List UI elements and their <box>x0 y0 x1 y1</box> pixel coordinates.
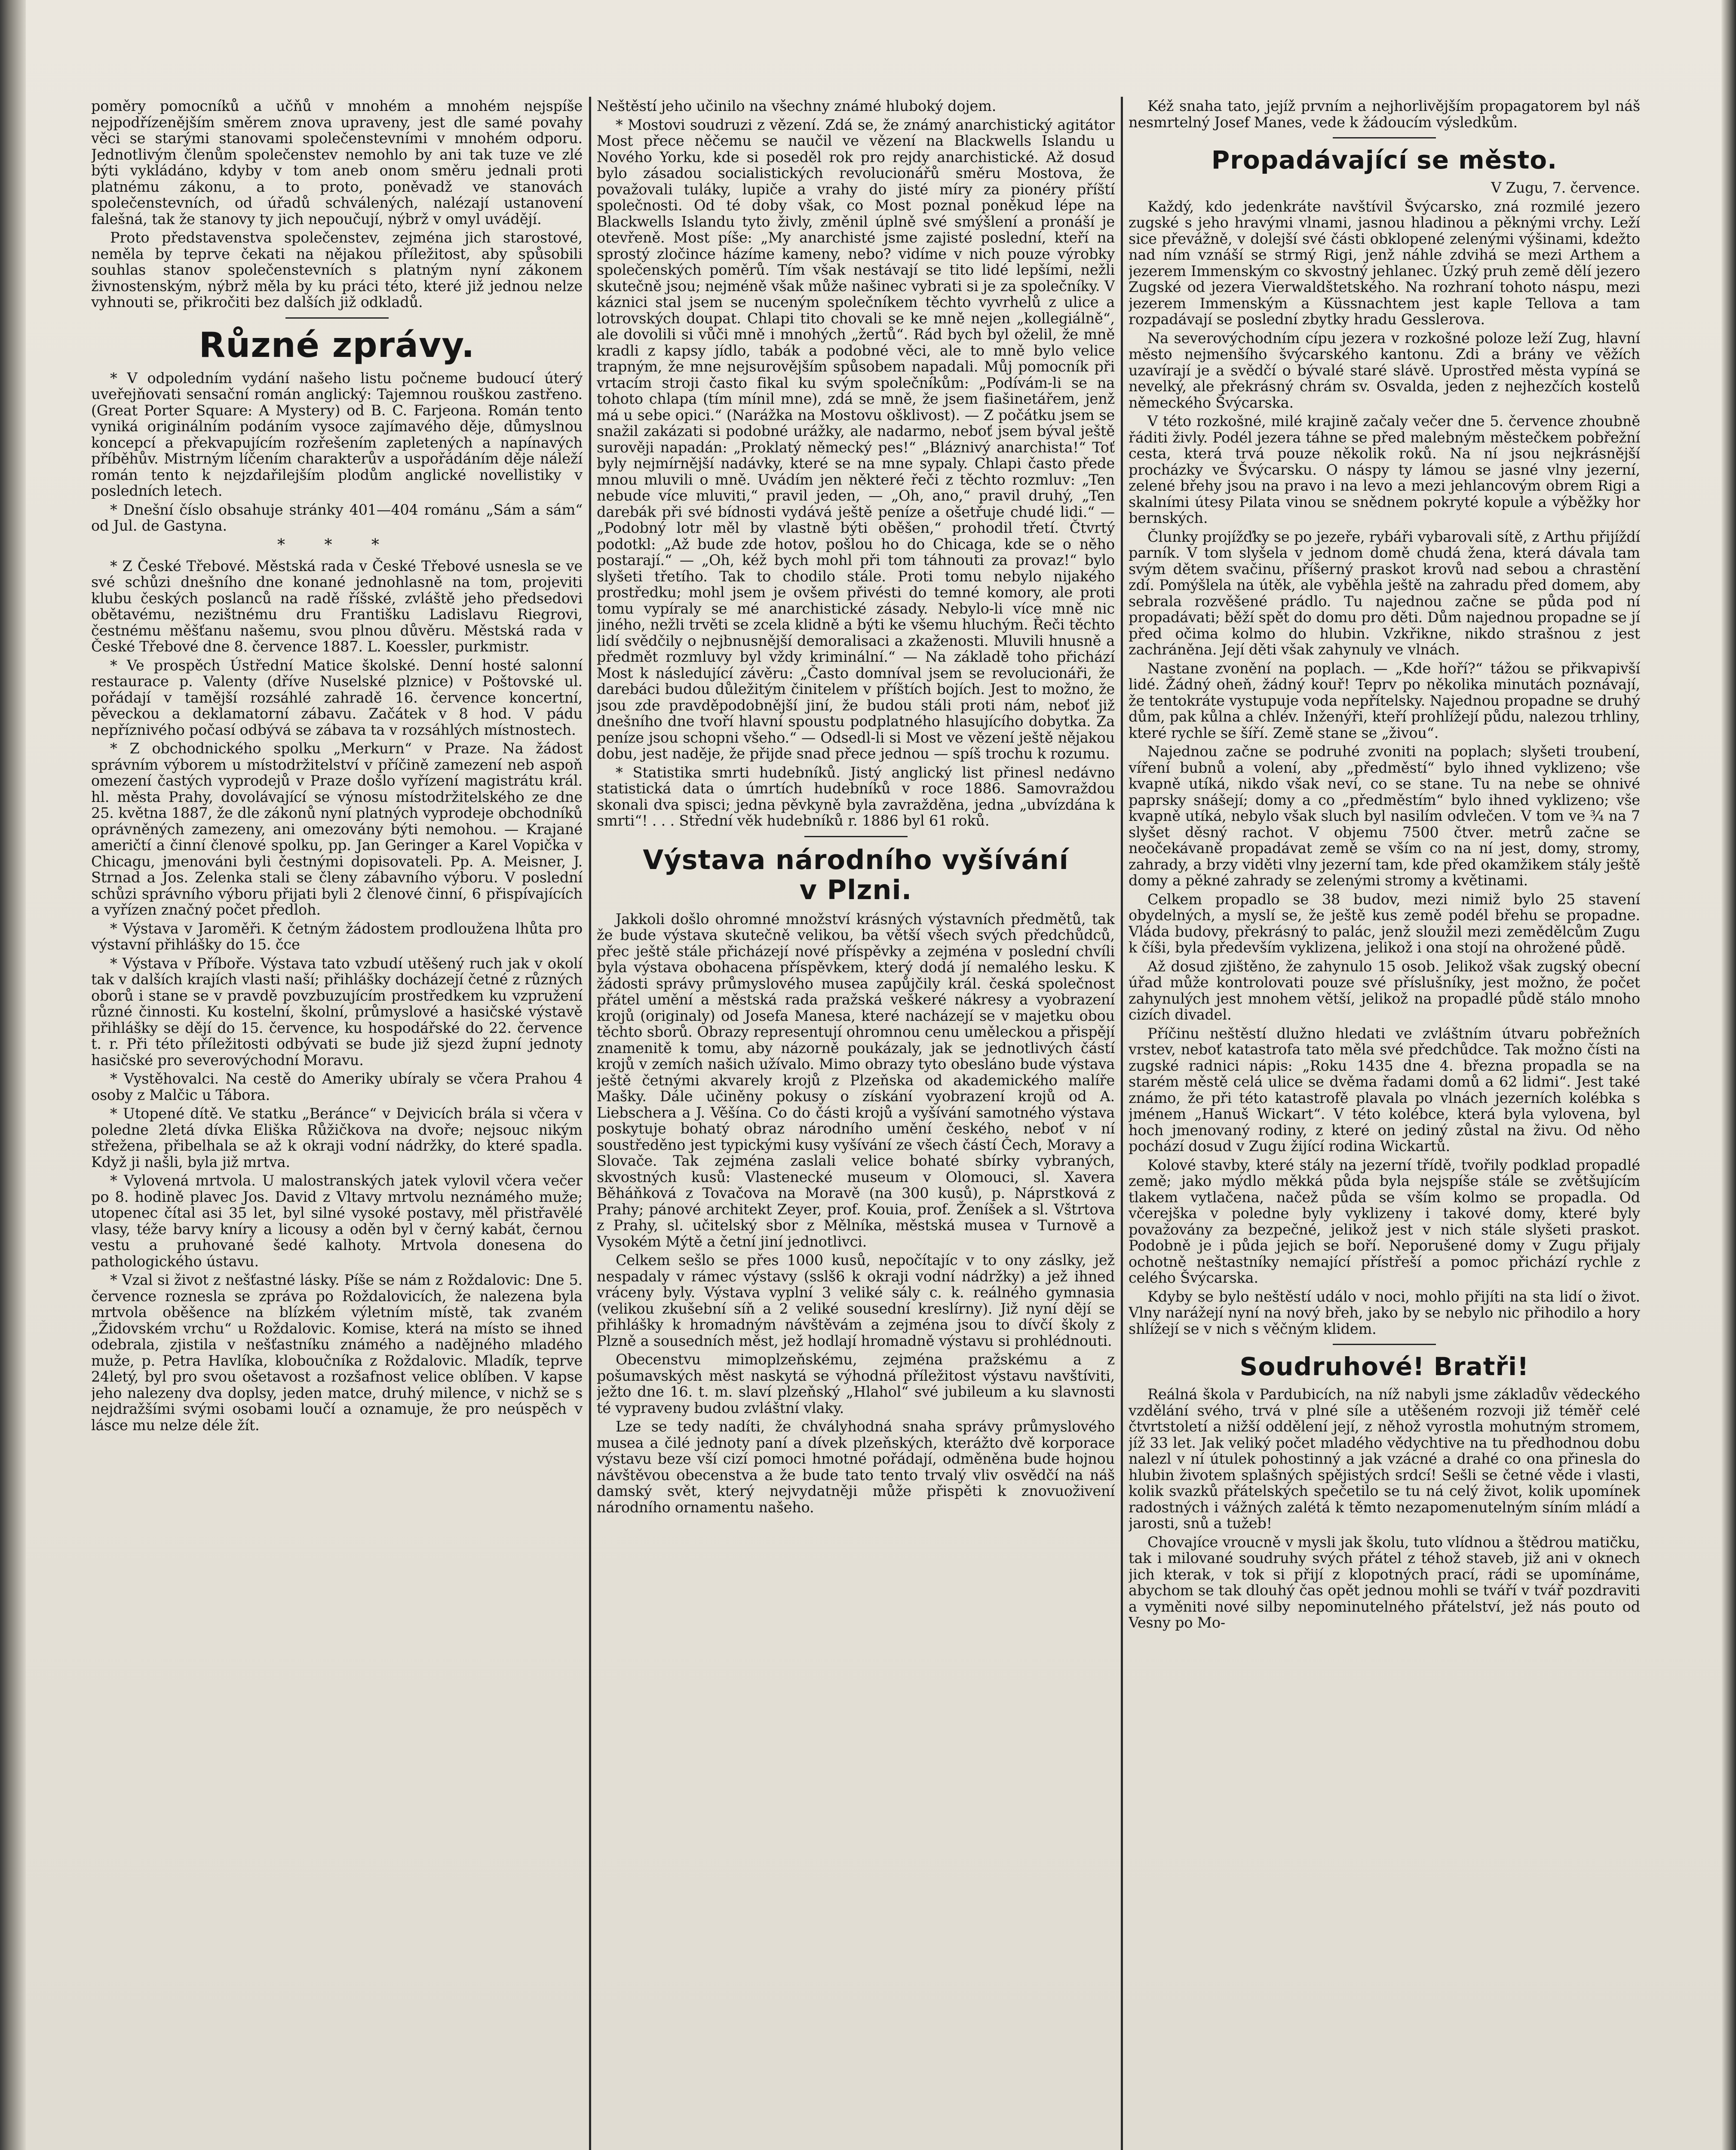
article-zug-paragraph-11: Kdyby se bylo neštěstí událo v noci, mohlo přijíti na sta lidí o život. Vlny narážejí nyní na nový břeh, jako by se nebylo nic přihodilo a hory shlížejí se v nich s věčným klidem. <box>1129 1288 1640 1337</box>
news-item-matice-skolska: * Ve prospěch Ústřední Matice školské. Denní hosté salonní restaurace p. Valenty (dříve Nuselské plznice) v Poštovské ul. pořádají v tamější rozsáhlé zahradě 16. července koncertní, pěveckou a deklamatorní zábavu. Začátek v 8 hod. V pádu nepříznivého počasí odbývá se zábava ta v rozsáhlých místnostech. <box>91 657 583 738</box>
paragraph-proto: Proto představenstva společenstev, zejména jich starostové, neměla by teprve čekati na nějakou příležitost, aby spůsobili souhlas stanov společenstevních s platným nyní zákonem živnostenským, nýbrž měla by ku práci této, které již jednou nelze vyhnouti se, přikročiti bez dalších již odkladů. <box>91 229 583 310</box>
news-item-vzal-si-zivot: * Vzal si život z nešťastné lásky. Píše se nám z Roždalovic: Dne 5. července roznesla se zpráva po Roždalovicích, že nalezena byla mrtvola oběšence na blízkém výletním místě, tak zvaném „Židovském vrchu“ u Roždalovic. Komise, která na místo se ihned odebrala, zjistila v nešťastníku známého a nadějného mladého muže, p. Petra Havlíka, kloboučníka z Roždalovic. Mladík, teprve 24letý, byl pro svou ošetavost a rozšafnost velice oblíben. V kapse jeho nalezeny dva doplsy, jeden matce, druhý milence, v nichž se s nejdražšími svými osobami loučí a oznamuje, že pro neúspěch v lásce mu nelze déle žít. <box>91 1272 583 1434</box>
article-zug-paragraph-3: V této rozkošné, milé krajině začaly večer dne 5. července zhoubně řáditi živly. Podél jezera táhne se před malebným městečkem pobřežní cesta, která trvá pouze několik roků. Na ní jsou nejkrásnější procházky ve Švýcarsku. O náspy ty lámou se jasné vlny jezerní, zelené břehy jsou na pravo i na levo a mezi jehlancovým obrem Rigi a skalními útesy Pilata vinou se snědnem pokryté kopule a výběžky hor bernských. <box>1129 413 1640 526</box>
section-divider <box>1333 137 1436 138</box>
article-zug-paragraph-7: Celkem propadlo se 38 budov, mezi nimiž bylo 25 stavení obydelných, a myslí se, že ještě kus země podél břehu se propadne. Vláda budovy, překrásný to palác, jenž sloužil mezi zemědělcům Zugu k číši, byla především vyklizena, jelikož i ona stojí na ohrožené půdě. <box>1129 891 1640 956</box>
article-zug-paragraph-6: Najednou začne se podruhé zvoniti na poplach; slyšeti troubení, víření bubnů a volení, aby „předměstí“ bylo ihned vyklizeno; vše kvapně utíká, nikdo však neví, co se stane. Tu na nebe se ohnivé paprsky snášejí; domy a co „předměstím“ bylo ihned vyklizeno; vše kvapně utíká, nebylo však sluch byl nasilím odvlečen. V tom ve ¾ na 7 slyšet děsný rachot. V objemu 7500 čtver. metrů začne se neočekávaně propadávat země se vším co na ní jest, domy, stromy, zahrady, a brzy viděti vlny jezerní tam, kde před okamžikem stály ještě domy a pěkné zahrady se zelenými stromy a květinami. <box>1129 743 1640 889</box>
column-rule-right <box>1121 97 1123 2150</box>
news-item-ceska-trebova: * Z České Třebové. Městská rada v České Třebové usnesla se ve své schůzi dnešního dne konané jednohlasně na tom, projeviti klubu českých poslanců na radě říšské, zvláště jeho předsedovi obětavému, nezištnému dru Františku Ladislavu Riegrovi, čestnému měšťanu našemu, svou plnou důvěru. Městská rada v České Třebové dne 8. července 1887. L. Koessler, purkmistr. <box>91 557 583 655</box>
news-item-jaromer: * Výstava v Jaroměři. K četným žádostem prodloužena lhůta pro výstavní přihlášky do 15. čce <box>91 920 583 953</box>
news-item-utopene-dite: * Utopené dítě. Ve statku „Beránce“ v Dejvicích brála si včera v poledne 2letá dívka Eliška Růžičkova na dvoře; nejsouc nikým střežena, přibelhala se až k okraji vodní nádržky, do které spadla. Když ji našli, byla již mrtva. <box>91 1105 583 1170</box>
column-left <box>91 98 583 2150</box>
heading-propadavajici-mesto: Propadávající se město. <box>1211 145 1558 175</box>
section-divider <box>285 317 389 319</box>
news-item-merkur: * Z obchodnického spolku „Merkurn“ v Praze. Na žádost správním výborem u místodržitelství v příčině zamezení neb aspoň omezení častých vyprodejů v Praze došlo vyřízení magistrátu král. hl. města Prahy, dovolávající se výnosu místodržitelského ze dne 25. května 1887, že dle zákonů nyní platných vyprodeje obchodníků oprávněných zamezeny, ani omezovány býti nemohou. — Krajané američtí a činní členové spolku, pp. Jan Geringer a Karel Vopička v Chicagu, jmenováni byli čestnými dopisovateli. Pp. A. Meisner, J. Strnad a Jos. Zelenka stali se členy zábavního výboru. V poslední schůzi správního výboru přijati byli 2 členové činní, 6 přispívajících a vyřízen značný počet předloh. <box>91 740 583 918</box>
article-zug-paragraph-8: Až dosud zjištěno, že zahynulo 15 osob. Jelikož však zugský obecní úřad může kontrolovati pouze své příslušníky, jest možno, že počet zahynulých jest mnohem větší, jelikož na propadlé půdě stálo mnoho cizích divadel. <box>1129 958 1640 1023</box>
section-divider <box>804 836 908 837</box>
article-soudruhove-paragraph-1: Reálná škola v Pardubicích, na níž nabyli jsme základův vědeckého vzdělání svého, trvá v plné síle a utěšeném rozvoji již téměř celé čtvrtstoletí a nižší oddělení její, z něhož vyrostla mohutným stromem, jíž 33 let. Jak veliký počet mladého vědychtive na tu předhodnou dobu nalezl v ní útulek pohostinný a jak vzácné a drahé co ona přinesla do hlubin životem splašných spějistých srdcí! Sešli se četné věde i vlasti, kolik svazků přátelských spečetilo se tu ná celý život, kolik upomínek radostných i vážných zalétá k těmto nezapomenutelným síním mládí a jarosti, snů a tužeb! <box>1129 1386 1640 1532</box>
article-vystava-paragraph-1: Jakkoli došlo ohromné množství krásných výstavních předmětů, tak že bude výstava skutečně velikou, ba větší všech svých předchůdců, přec ještě stále přicházejí nové příspěvky a zejména v poslední chvíli byla výstava obohacena příspěvkem, který dodá jí nemalého lesku. K žádosti správy průmyslového musea zapůjčily král. česká společnost přátel umění a městská rada pražská veškeré nákresy a vyobrazení krojů (originaly) od Josefa Manesa, které nacházejí se v majetku obou těchto sborů. Obrazy representují ohromnou cenu uměleckou a přispějí znamenitě k tomu, aby názorně poukázaly, jak se jednotlivých částí krojů v zemích našich užívalo. Mimo obrazy tyto obesláno bude výstava ještě četnými akvarely krojů z Plzeňska od akademického malíře Mašky. Dále učiněny pokusy o získání vyobrazení krojů od A. Liebschera a J. Věšína. Co do části krojů a vyšívání samotného výstava poskytuje bohatý obraz národního umění českého, neboť v ní soustředěno jest typickými kusy vyšívání ze všech částí Čech, Moravy a Slovače. Tak zejména zaslali velice bohaté sbírky vybraných, skvostných kusů: Vlastenecké museum v Olomouci, sl. Xavera Běháňková z Tovačova na Moravě (na 300 kusů), p. Náprstková z Prahy; pánové architekt Zeyer, prof. Kouia, prof. Ženíšek a sl. Vštrtova z Prahy, sl. učitelský sbor z Mělníka, městská musea v Turnově a Vysokém Mýtě a četní jiní jednotlivci. <box>597 910 1115 1250</box>
news-item-vystehovalci: * Vystěhovalci. Na cestě do Ameriky ubíraly se včera Prahou 4 osoby z Malčic u Tábora. <box>91 1070 583 1103</box>
news-item-pribor: * Výstava v Příboře. Výstava tato vzbudí utěšený ruch jak v okolí tak v dalších krajích vlasti naší; přihlášky docházejí četné z různých oborů i stane se v pravdě povzbuzujícím prostředkem ku vzpružení různé činnosti. Ku kostelní, školní, průmyslové a hasičské výstavě přihlášky se dějí do 15. července, ku hospodářské do 22. července t. r. Při této příležitosti odbývati se bude již sjezd župní jednoty hasičské pro severovýchodní Moravu. <box>91 955 583 1069</box>
dateline-zug: V Zugu, 7. července. <box>1491 179 1640 196</box>
news-item-mostovi-soudruzi: * Mostovi soudruzi z vězení. Zdá se, že známý anarchistický agitátor Most přece něčemu se naučil ve vězení na Blackwells Islandu u Nového Yorku, kde si poseděl rok pro rejdy anarchistické. Až dosud bylo zásadou socialistických revolucionářů směru Mostova, že považovali tuláky, lupiče a vrahy do jisté míry za pionéry příští společnosti. Od té doby však, co Most poznal poněkud lépe na Blackwells Islandu tyto živly, změnil úplně své smýšlení a pronáší je otevřeně. Most píše: „My anarchisté jsme zajisté poslední, kteří na sprostý zločince házíme kameny, nebo? vidíme v nich pouze výrobky společenských poměrů. Tím však nestávají se tito lidé lepšími, nežli skutečně jsou; nejméně však může našinec vybrati si je za společníky. V káznici stal jsem se nuceným společníkem těchto vyvrhelů z ulice a lotrovských doupat. Chlapi tito chovali se ke mně nejen „kollegiálně“, ale dovolili si vůči mně i mnohých „žertů“. Rád bych byl oželil, že mně kradli z kapsy jídlo, tabák a podobné věci, ale to mně bylo velice trapným, že mne nejsurovějším spůsobem napadali. Můj pomocník při vrtacím stroji často fikal ku svým společníkům: „Podívám-li se na tohoto chlapa (tím mínil mne), zdá se mně, že jsem fiašinetářem, jenž má u sebe opici.“ (Narážka na Mostovu ošklivost). — Z počátku jsem se snažil zakázati si podobné urážky, ale nadarmo, neboť jsem býval ještě surověji napadán: „Proklatý německý pes!“ „Bláznivý anarchista!“ Toť byly nejmírnější nadávky, které se na mne sypaly. Chlapi často přede mnou mluvili o mně. Uvádím jen některé řeči z těchto rozmluv: „Ten nebude více mluviti,“ pravil jeden, — „Oh, ano,“ pravil druhý, „Ten darebák při své bídnosti vydává ještě peníze a ošetřuje chudé lidi.“ — „Podobný lotr měl by vlastně býti oběšen,“ prohodil třetí. Čtvrtý podotkl: „Až bude zde hotov, pošlou ho do Chicaga, kde se o něho postarají.“ — „Oh, kéž bych mohl při tom táhnouti za provaz!“ bylo slyšeti třetího. Tak to chodilo stále. Proti tomu nebylo nijakého prostředku; mohl jsem je ovšem přivésti do temné komory, ale proti tomu vypíraly se mé anarchistické zásady. Nebylo-li více mně nic jiného, nežli trvěti se zcela klidně a býti ke všemu hluchým. Řeči těchto lidí svědčily o nejbnusnější demoralisaci a zkaženosti. Mluvili hnusně a předmět rozmluvy byl vždy kriminální.“ — Na základě toho přichází Most k následující závěru: „Často domníval jsem se revolucionáři, že darebáci budou důležitým činitelem v příštích bojích. Jest to možno, že jsou zde pravděpodobnější jiní, že budou stáli proti nám, neboť již dnešního dne tvoří hlavní spoustu podplatného hlasujícího dobytka. Za peníze jsou schopni všeho.“ — Odsedl-li si Most ve vězení ještě nějakou dobu, jest naděje, že přijde snad přece jednou — spíš trochu k rozumu. <box>597 116 1115 762</box>
column-middle <box>597 98 1115 2150</box>
heading-soudruhove-bratri: Soudruhové! Bratři! <box>1239 1352 1529 1381</box>
heading-vystava-line-1: Výstava národního vyšívání <box>643 844 1069 875</box>
news-item-roman: * V odpoledním vydání našeho listu počneme budoucí úterý uveřejňovati sensační román anglický: Tajemnou rouškou zastřeno. (Great Porter Square: A Mystery) od B. C. Farjeona. Román tento vyniká originálním podáním vysoce zajímavého děje, důmyslnou koncepcí a překvapujícím rozřešením zapletených a napínavých příběhův. Mistrným líčením charakterův a uspořádáním děje náleží román tento k nejzdařilejším plodům anglické novellistiky v posledních letech. <box>91 369 583 499</box>
column-rule-left <box>589 97 591 2150</box>
article-zug-paragraph-5: Nastane zvonění na poplach. — „Kde hoří?“ tážou se přikvapivší lidé. Žádný oheň, žádný kouř! Teprv po několika minutách poznávají, že tentokráte vystupuje voda nepřítelsky. Najednou propadne se druhý dům, pak kůlna a chlév. Inženýři, kteří prohlížejí půdu, nalezou trhliny, které rychle se šíří. Země stane se „živou“. <box>1129 660 1640 741</box>
stars-separator: * * * <box>277 536 396 554</box>
section-divider <box>1333 1344 1436 1345</box>
article-zug-paragraph-9: Příčinu neštěstí dlužno hledati ve zvláštním útvaru pobřežních vrstev, neboť katastrofa tato měla své předchůdce. Tak možno čísti na zugské radnici nápis: „Roku 1435 dne 4. března propadla se na starém městě celá ulice se dvěma řadami domů a 62 lidmi“. Jest také známo, že při této katastrofě plavala po vlnách jezerních kolébka s jménem „Hanuš Wickart“. V této kolébce, která byla vylovena, byl hoch jmenovaný rodiny, z které on jediný zůstal na živu. Od něho pochází dosud v Zugu žijící rodina Wickartů. <box>1129 1025 1640 1155</box>
news-item-dnesni-cislo: * Dnešní číslo obsahuje stránky 401—404 románu „Sám a sám“ od Jul. de Gastyna. <box>91 501 583 534</box>
scan-right-edge <box>1721 0 1736 2150</box>
paragraph-nestesti: Neštěstí jeho učinilo na všechny známé hluboký dojem. <box>597 98 997 114</box>
article-zug-paragraph-4: Člunky projížďky se po jezeře, rybáři vybarovali sítě, z Arthu přijíždí parník. V tom slyšela v jednom domě chudá žena, která dávala tam svým dětem svačinu, příšerný praskot krovů nad sebou a chrastění zdí. Pomýšlela na útěk, ale vyběhla ještě na zahradu před domem, aby sebrala rozvěšené prádlo. Tu najednou začne se půda pod ní propadávati; běží spět do domu pro děti. Dům najednou propadne se jí před očima kolmo do hlubin. Vzkřikne, nikdo strašnou z jest zachráněna. Její děti však zahynuly ve vlnách. <box>1129 528 1640 658</box>
paragraph-kez-snaha: Kéž snaha tato, jejíž prvním a nejhorlivějším propagatorem byl náš nesmrtelný Josef Manes, vede k žádoucím výsledkům. <box>1129 98 1640 131</box>
news-item-statistika: * Statistika smrti hudebníků. Jistý anglický list přinesl nedávno statistická data o úmrtích hudebníků v roce 1886. Samovraždou skonali dva spisci; jedna pěvkyně byla zavražděna, jedna „ubvízdána k smrti“! . . . Střední věk hudebníků r. 1886 byl 61 roků. <box>597 764 1115 829</box>
scan-left-edge <box>0 0 26 2150</box>
article-vystava-paragraph-2: Celkem sešlo se přes 1000 kusů, nepočítajíc v to ony záslky, jež nespadaly v rámec výstavy (sslš6 k okraji vodní nádržky) a jež ihned vráceny byly. Výstava vyplní 3 veliké sály c. k. reálného gymnasia (velikou zkušební síň a 2 veliké sousední kreslírny). Již nyní dějí se přihlášky k hromadným návštěvám a zejména jsou to dívčí školy z Plzně a sousedních měst, jež hodlají hromadně výstavu si prohlédnouti. <box>597 1252 1115 1349</box>
heading-vystava-vysivani <box>597 845 1115 905</box>
article-vystava-paragraph-3: Obecenstvu mimoplzeňskému, zejména pražskému a z pošumavských měst naskytá se výhodná příležitost výstavu navštíviti, ježto dne 16. t. m. slaví plzeňský „Hlahol“ své jubileum a ku slavnosti té vypraveny budou zvláštní vlaky. <box>597 1351 1115 1416</box>
news-item-vylovena-mrtvola: * Vylovená mrtvola. U malostranských jatek vylovil včera večer po 8. hodině plavec Jos. David z Vltavy mrtvolu neznámého muže; utopenec čítal asi 35 let, byl silné vysoké postavy, měl přistřavělé vlasy, téže barvy kníry a licousy a oděn byl v černý kabát, černou vestu a pruhované šedé kalhoty. Mrtvola donesena do pathologického ústavu. <box>91 1172 583 1270</box>
article-vystava-paragraph-4: Lze se tedy nadíti, že chvályhodná snaha správy průmyslového musea a čilé jednoty paní a dívek plzeňských, kterážto dvě korporace výstavu beze vší cizí pomoci hmotné pořádají, odměněna bude hojnou návštěvou obecenstva a že bude tato tento trvalý vliv osvědčí na náš damský svět, který nejvydatněji může přispěti k znovuoživení národního ornamentu našeho. <box>597 1418 1115 1516</box>
article-soudruhove-paragraph-2: Chovajíce vroucně v mysli jak školu, tuto vlídnou a štědrou matičku, tak i milované soudruhy svých přátel z téhož staveb, již ani v oknech jich kterak, v tok si přijí z klopotných prací, rádi se upomínáme, abychom se tak dlouhý čas opět jednou mohli se tváří v tvář pozdraviti a vyměniti nové silby nepominutelného přátelství, jež nás pouto od Vesny po Mo- <box>1129 1533 1640 1631</box>
heading-ruzne-zpravy: Různé zprávy. <box>199 325 475 365</box>
heading-vystava-line-2: v Plzni. <box>799 874 912 906</box>
article-zug-paragraph-2: Na severovýchodním cípu jezera v rozkošné poloze leží Zug, hlavní město nejmenšího švýcarského kantonu. Zdi a brány ve věžích uzavírají je a svědčí o bývalé staré slávě. Uprostřed města vypíná se nevelký, ale překrásný chrám sv. Osvalda, jeden z nejhezčích kostelů německého Švýcarska. <box>1129 329 1640 411</box>
article-zug-paragraph-1: Každý, kdo jedenkráte navštívil Švýcarsko, zná rozmilé jezero zugské s jeho hravými vlnami, jasnou hladinou a pěknými vrchy. Leží sice převážně, v dolejší své části obklopené zelenými výšinami, kdežto nad ním vznáší se strmý Rigi, jenž náhle zdvihá se mezi Arthem a jezerem Immenským co skvostný jehlanec. Úzký pruh země dělí jezero Zugské od jezera Vierwaldštetského. Na rozhraní tohoto náspu, mezi jezerem Immenským a Küssnachtem jest kaple Tellova a tam rozpadávají se poslední zbytky hradu Gesslerova. <box>1129 198 1640 328</box>
article-zug-paragraph-10: Kolové stavby, které stály na jezerní třídě, tvořily podklad propadlé země; jako mýdlo měkká půda byla nejspíše stále se zvětšujícím tlakem vytlačena, načež půda se vším kolmo se propadla. Od včerejška v poledne byly vyklizeny i takové domy, které byly považovány za bezpečné, jelikož jest v nich stále slyšeti praskot. Podobně je i půda jejich se boří. Neporušené domy v Zugu přijaly ochotně neštastníky nemající přístřeší a pomoc přichází rychle z celého Švýcarska. <box>1129 1156 1640 1286</box>
paragraph-intro: poměry pomocníků a učňů v mnohém a mnohém nejspíše nejpodřízenějším směrem znova upraveny, jest dle samé povahy věci se starými stanovami společenstevními v mnohém odporu. Jednotlivým členům společenstev nemohlo by ani tak tuze ve zlé býti vykládáno, kdyby v tom aneb onom směru jednali proti platnému zákonu, a to proto, poněvadž ve stanovách společenstevních, od úřadů schválených, nalézají ustanovení falešná, tak že stanovy ty jich nepoučují, nýbrž v omyl uvádějí. <box>91 98 583 227</box>
column-right <box>1129 98 1640 2150</box>
